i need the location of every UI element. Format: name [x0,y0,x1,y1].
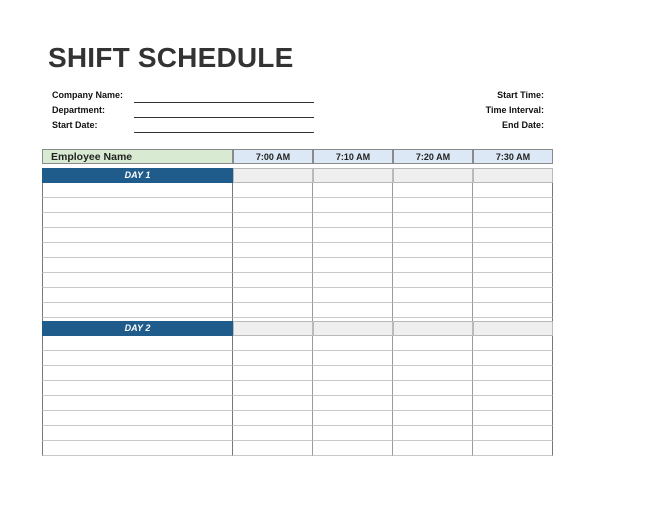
employee-name-cell[interactable] [42,198,233,213]
shift-cell[interactable] [473,273,553,288]
shift-cell[interactable] [473,183,553,198]
employee-name-cell[interactable] [42,288,233,303]
table-row [42,441,554,456]
employee-name-cell[interactable] [42,228,233,243]
shift-cell[interactable] [473,366,553,381]
shift-cell[interactable] [473,198,553,213]
shift-cell[interactable] [393,198,473,213]
shift-cell[interactable] [313,243,393,258]
time-header: 7:10 AM [313,149,393,164]
shift-cell[interactable] [393,396,473,411]
schedule-grid [42,149,554,333]
start-date-field[interactable] [52,120,314,135]
company-name-field[interactable] [52,90,314,105]
table-row [42,381,554,396]
shift-cell[interactable] [473,381,553,396]
shift-cell[interactable] [393,411,473,426]
day-time-cell[interactable] [233,168,313,183]
shift-cell[interactable] [233,303,313,318]
shift-cell[interactable] [473,243,553,258]
shift-cell[interactable] [393,303,473,318]
employee-name-cell[interactable] [42,441,233,456]
meta-left-fields [52,90,314,135]
employee-name-cell[interactable] [42,273,233,288]
shift-cell[interactable] [393,213,473,228]
start-time-label: Start Time: [497,90,544,100]
day-rows [42,183,554,333]
shift-cell[interactable] [393,183,473,198]
shift-cell[interactable] [393,273,473,288]
table-row [42,273,554,288]
shift-cell[interactable] [393,228,473,243]
header-row [42,149,554,165]
shift-cell[interactable] [233,411,313,426]
department-field[interactable] [52,105,314,120]
table-row [42,336,554,351]
day-time-cell[interactable] [313,321,393,336]
shift-cell[interactable] [393,336,473,351]
shift-cell[interactable] [313,426,393,441]
company-name-line[interactable] [134,102,314,103]
day-time-cell[interactable] [313,168,393,183]
day-time-cell[interactable] [473,168,553,183]
time-header: 7:30 AM [473,149,553,164]
employee-name-cell[interactable] [42,213,233,228]
employee-name-cell[interactable] [42,258,233,273]
employee-name-header: Employee Name [42,149,233,164]
shift-cell[interactable] [473,288,553,303]
employee-name-cell[interactable] [42,336,233,351]
table-row [42,366,554,381]
employee-name-cell[interactable] [42,243,233,258]
employee-name-cell[interactable] [42,411,233,426]
page-title: SHIFT SCHEDULE [48,42,294,73]
shift-cell[interactable] [473,258,553,273]
day-header-row [42,168,554,183]
table-row [42,258,554,273]
shift-cell[interactable] [473,336,553,351]
table-row [42,411,554,426]
day-block-2 [42,321,554,456]
shift-cell[interactable] [393,441,473,456]
shift-cell[interactable] [233,243,313,258]
shift-cell[interactable] [233,198,313,213]
shift-cell[interactable] [233,396,313,411]
company-name-label: Company Name: [52,90,124,100]
shift-cell[interactable] [393,288,473,303]
shift-cell[interactable] [313,183,393,198]
shift-cell[interactable] [233,288,313,303]
shift-cell[interactable] [473,411,553,426]
employee-name-cell[interactable] [42,426,233,441]
shift-cell[interactable] [313,366,393,381]
shift-cell[interactable] [313,198,393,213]
day-label: DAY 1 [42,168,233,183]
shift-cell[interactable] [313,228,393,243]
shift-cell[interactable] [233,381,313,396]
shift-cell[interactable] [313,303,393,318]
day-time-cell[interactable] [393,321,473,336]
shift-cell[interactable] [233,213,313,228]
employee-name-cell[interactable] [42,351,233,366]
shift-cell[interactable] [313,411,393,426]
shift-cell[interactable] [313,351,393,366]
day-time-cell[interactable] [473,321,553,336]
day-header-row [42,321,554,336]
employee-name-cell[interactable] [42,303,233,318]
shift-cell[interactable] [313,258,393,273]
shift-cell[interactable] [233,228,313,243]
shift-cell[interactable] [313,396,393,411]
end-date-label: End Date: [501,120,544,130]
shift-cell[interactable] [233,273,313,288]
table-row [42,198,554,213]
shift-cell[interactable] [393,366,473,381]
table-row [42,288,554,303]
shift-cell[interactable] [233,351,313,366]
table-row [42,303,554,318]
time-header: 7:00 AM [233,149,313,164]
shift-cell[interactable] [313,441,393,456]
table-row [42,351,554,366]
department-line[interactable] [134,117,314,118]
employee-name-cell[interactable] [42,396,233,411]
shift-cell[interactable] [473,441,553,456]
table-row [42,228,554,243]
shift-cell[interactable] [313,288,393,303]
time-header: 7:20 AM [393,149,473,164]
shift-cell[interactable] [233,441,313,456]
start-date-label: Start Date: [52,120,98,130]
shift-cell[interactable] [393,258,473,273]
shift-cell[interactable] [393,381,473,396]
table-row [42,396,554,411]
shift-cell[interactable] [393,426,473,441]
shift-cell[interactable] [313,273,393,288]
shift-cell[interactable] [393,351,473,366]
shift-cell[interactable] [233,258,313,273]
table-row [42,243,554,258]
shift-cell[interactable] [233,366,313,381]
shift-cell[interactable] [233,183,313,198]
employee-name-cell[interactable] [42,183,233,198]
day-block-1 [42,168,554,333]
shift-cell[interactable] [233,426,313,441]
shift-cell[interactable] [233,336,313,351]
employee-name-cell[interactable] [42,381,233,396]
shift-cell[interactable] [313,213,393,228]
meta-right-fields [486,90,544,135]
start-date-line[interactable] [134,132,314,133]
day-rows [42,336,554,456]
table-row [42,183,554,198]
table-row [42,426,554,441]
shift-cell[interactable] [473,228,553,243]
shift-cell[interactable] [393,243,473,258]
shift-cell[interactable] [473,426,553,441]
time-interval-label: Time Interval: [485,105,544,115]
table-row [42,213,554,228]
shift-cell[interactable] [313,381,393,396]
day-time-cell[interactable] [393,168,473,183]
shift-cell[interactable] [473,303,553,318]
day-time-cell[interactable] [233,321,313,336]
shift-cell[interactable] [313,336,393,351]
employee-name-cell[interactable] [42,366,233,381]
department-label: Department: [52,105,106,115]
shift-cell[interactable] [473,351,553,366]
shift-cell[interactable] [473,213,553,228]
shift-cell[interactable] [473,396,553,411]
day-label: DAY 2 [42,321,233,336]
